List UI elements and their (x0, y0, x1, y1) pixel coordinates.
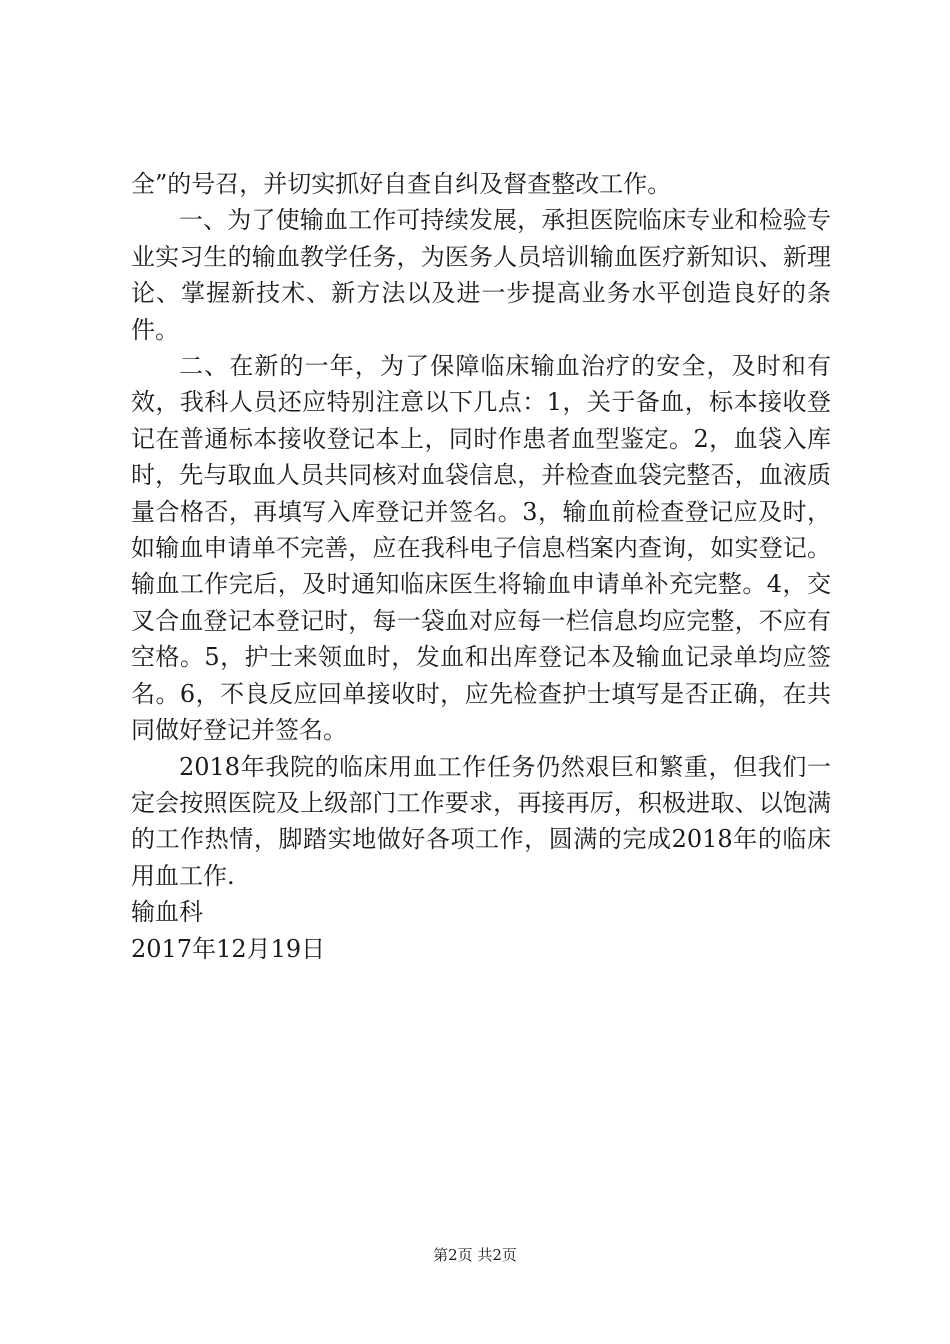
paragraph-continuation: 全”的号召，并切实抓好自查自纠及督查整改工作。 (131, 170, 672, 198)
signature-date: 2017年12月19日 (131, 934, 326, 963)
document-body (131, 166, 831, 967)
paragraph-item-two: 二、在新的一年，为了保障临床输血治疗的安全，及时和有效，我科人员还应特别注意以下几点：1，关于备血，标本接收登记在普通标本接收登记本上，同时作患者血型鉴定。2，血袋入库时，先与取血人员共同核对血袋信息，并检查血袋完整否，血液质量合格否，再填写入库登记并签名。3，输血前检查登记应及时，如输血申请单不完善，应在我科电子信息档案内查询，如实登记。输血工作完后，及时通知临床医生将输血申请单补充完整。4，交叉合血登记本登记时，每一袋血对应每一栏信息均应完整，不应有空格。5，护士来领血时，发血和出库登记本及输血记录单均应签名。6，不良反应回单接收时，应先检查护士填写是否正确，在共同做好登记并签名。 (131, 352, 831, 745)
page-footer: 第2页 共2页 (433, 1246, 517, 1264)
paragraph-conclusion: 2018年我院的临床用血工作任务仍然艰巨和繁重，但我们一定会按照医院及上级部门工作要求，再接再厉，积极进取、以饱满的工作热情，脚踏实地做好各项工作，圆满的完成2018年的临床用血工作. (131, 752, 831, 890)
paragraph-item-one: 一、为了使输血工作可持续发展，承担医院临床专业和检验专业实习生的输血教学任务，为医务人员培训输血医疗新知识、新理论、掌握新技术、新方法以及进一步提高业务水平创造良好的条件。 (131, 206, 831, 344)
signature-department: 输血科 (131, 898, 203, 927)
